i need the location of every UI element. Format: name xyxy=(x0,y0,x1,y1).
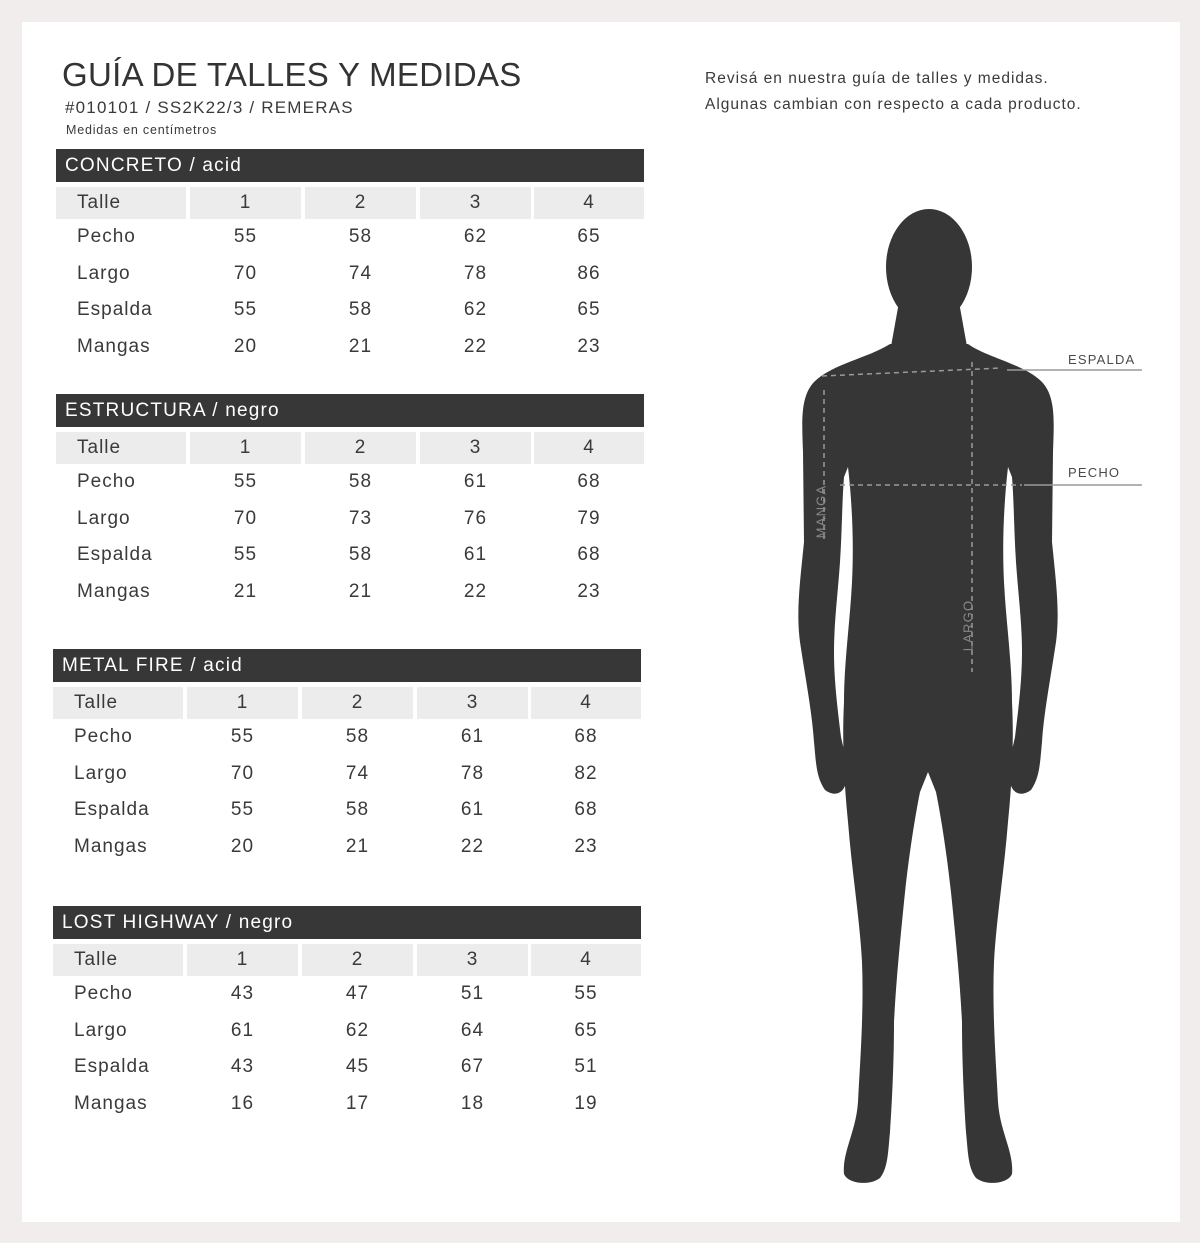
table-cell: 68 xyxy=(574,726,598,748)
table-cell: 61 xyxy=(463,544,488,566)
table-cell: 18 xyxy=(460,1092,485,1114)
table-cell: 22 xyxy=(463,580,488,602)
header-cell-size-4: 4 xyxy=(534,432,644,464)
page-title: GUÍA DE TALLES Y MEDIDAS xyxy=(62,56,522,93)
row-label: Largo xyxy=(77,507,131,529)
row-label: Pecho xyxy=(74,726,133,748)
row-label: Largo xyxy=(74,762,128,784)
table-cell: 55 xyxy=(233,226,258,248)
header-cell-size-4: 4 xyxy=(534,187,644,219)
table-cell: 21 xyxy=(345,835,370,857)
table-cell: 22 xyxy=(463,335,488,357)
row-label: Mangas xyxy=(77,335,151,357)
header-cell-size-2: 2 xyxy=(305,187,416,219)
pecho-label: PECHO xyxy=(1068,465,1121,480)
table-cell: 22 xyxy=(460,835,485,857)
table-cell: 74 xyxy=(348,262,373,284)
table-cell: 61 xyxy=(460,726,485,748)
silhouette-body xyxy=(798,344,1057,1183)
table-title: METAL FIRE / acid xyxy=(53,649,641,682)
header-cell-size-3: 3 xyxy=(420,187,531,219)
header-cell-size-2: 2 xyxy=(302,687,413,719)
table-cell: 55 xyxy=(233,544,258,566)
table-cell: 58 xyxy=(348,471,373,493)
row-label: Largo xyxy=(77,262,131,284)
product-code: #010101 / SS2K22/3 / REMERAS xyxy=(65,98,354,117)
table-cell: 55 xyxy=(233,299,258,321)
header-cell-size-4: 4 xyxy=(531,944,641,976)
table-cell: 47 xyxy=(345,983,370,1005)
table-cell: 74 xyxy=(345,762,370,784)
table-cell: 78 xyxy=(460,762,485,784)
header-cell-size-3: 3 xyxy=(417,944,528,976)
row-label: Largo xyxy=(74,1019,128,1041)
table-title: LOST HIGHWAY / negro xyxy=(53,906,641,939)
table-cell: 23 xyxy=(574,835,598,857)
table-cell: 61 xyxy=(463,471,488,493)
header-cell-talle: Talle xyxy=(53,944,183,976)
header-cell-size-3: 3 xyxy=(420,432,531,464)
header-cell-size-4: 4 xyxy=(531,687,641,719)
header-cell-size-1: 1 xyxy=(187,687,298,719)
table-cell: 58 xyxy=(348,226,373,248)
table-cell: 70 xyxy=(233,507,258,529)
espalda-label: ESPALDA xyxy=(1068,352,1136,367)
size-guide-card xyxy=(22,22,1180,1222)
row-label: Mangas xyxy=(74,835,148,857)
intro-line-2: Algunas cambian con respecto a cada producto. xyxy=(705,96,1082,113)
table-cell: 65 xyxy=(574,1019,598,1041)
intro-line-1: Revisá en nuestra guía de talles y medidas. xyxy=(705,70,1049,87)
table-cell: 21 xyxy=(348,580,373,602)
body-silhouette-figure xyxy=(22,22,1180,1222)
table-cell: 62 xyxy=(463,226,488,248)
header-cell-talle: Talle xyxy=(53,687,183,719)
row-label: Espalda xyxy=(77,299,153,321)
row-label: Pecho xyxy=(74,983,133,1005)
human-silhouette-icon xyxy=(798,209,1057,1183)
table-cell: 65 xyxy=(577,299,601,321)
table-cell: 16 xyxy=(230,1092,255,1114)
table-cell: 70 xyxy=(233,262,258,284)
table-cell: 86 xyxy=(577,262,601,284)
header-cell-talle: Talle xyxy=(56,187,186,219)
manga-label: MANGA xyxy=(813,484,829,539)
header-cell-size-1: 1 xyxy=(190,187,301,219)
header-cell-size-1: 1 xyxy=(190,432,301,464)
table-cell: 51 xyxy=(574,1056,598,1078)
table-cell: 43 xyxy=(230,983,255,1005)
header-cell-talle: Talle xyxy=(56,432,186,464)
table-cell: 51 xyxy=(460,983,485,1005)
table-cell: 76 xyxy=(463,507,488,529)
table-cell: 17 xyxy=(345,1092,370,1114)
row-label: Espalda xyxy=(77,544,153,566)
header-cell-size-2: 2 xyxy=(305,432,416,464)
table-cell: 23 xyxy=(577,580,601,602)
row-label: Pecho xyxy=(77,226,136,248)
row-label: Espalda xyxy=(74,1056,150,1078)
table-title: CONCRETO / acid xyxy=(56,149,644,182)
row-label: Pecho xyxy=(77,471,136,493)
table-cell: 79 xyxy=(577,507,601,529)
table-cell: 64 xyxy=(460,1019,485,1041)
units-note: Medidas en centímetros xyxy=(66,123,217,137)
table-cell: 62 xyxy=(345,1019,370,1041)
table-cell: 55 xyxy=(574,983,598,1005)
table-cell: 43 xyxy=(230,1056,255,1078)
table-title: ESTRUCTURA / negro xyxy=(56,394,644,427)
table-cell: 58 xyxy=(348,299,373,321)
table-cell: 61 xyxy=(230,1019,255,1041)
table-cell: 58 xyxy=(348,544,373,566)
table-cell: 45 xyxy=(345,1056,370,1078)
table-cell: 20 xyxy=(233,335,258,357)
table-cell: 78 xyxy=(463,262,488,284)
largo-label: LARGO xyxy=(960,599,976,652)
table-cell: 70 xyxy=(230,762,255,784)
table-cell: 68 xyxy=(577,471,601,493)
table-cell: 67 xyxy=(460,1056,485,1078)
row-label: Mangas xyxy=(77,580,151,602)
table-cell: 55 xyxy=(230,799,255,821)
table-cell: 73 xyxy=(348,507,373,529)
table-cell: 58 xyxy=(345,726,370,748)
row-label: Espalda xyxy=(74,799,150,821)
table-cell: 55 xyxy=(233,471,258,493)
row-label: Mangas xyxy=(74,1092,148,1114)
table-cell: 55 xyxy=(230,726,255,748)
table-cell: 20 xyxy=(230,835,255,857)
header-cell-size-1: 1 xyxy=(187,944,298,976)
table-cell: 65 xyxy=(577,226,601,248)
header-cell-size-2: 2 xyxy=(302,944,413,976)
header-cell-size-3: 3 xyxy=(417,687,528,719)
table-cell: 68 xyxy=(574,799,598,821)
table-cell: 62 xyxy=(463,299,488,321)
table-cell: 58 xyxy=(345,799,370,821)
table-cell: 68 xyxy=(577,544,601,566)
table-cell: 21 xyxy=(348,335,373,357)
table-cell: 23 xyxy=(577,335,601,357)
table-cell: 21 xyxy=(233,580,258,602)
table-cell: 19 xyxy=(574,1092,598,1114)
table-cell: 82 xyxy=(574,762,598,784)
table-cell: 61 xyxy=(460,799,485,821)
